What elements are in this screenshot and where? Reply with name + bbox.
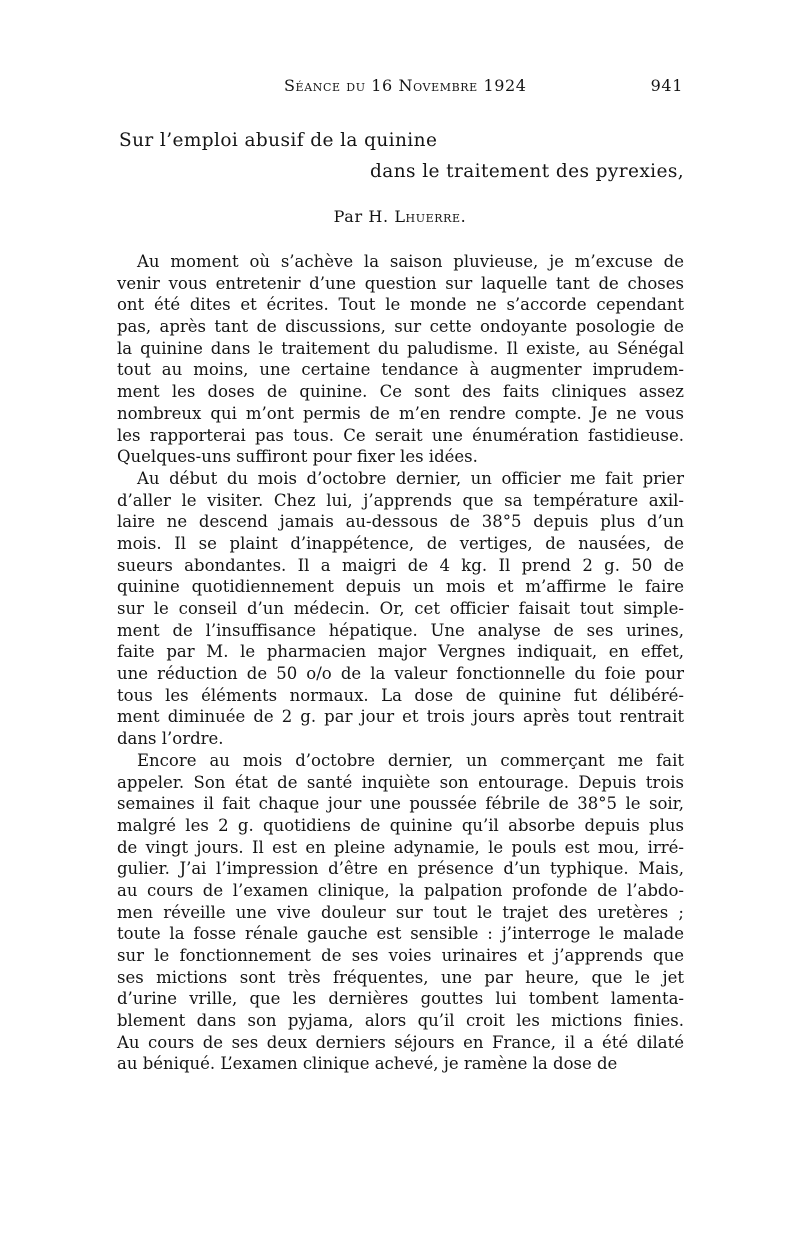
text-line: nombreux qui m’ont permis de m’en rendre compte. Je ne vous bbox=[117, 403, 684, 423]
text-line: toute la fosse rénale gauche est sensible : j’interroge le malade bbox=[117, 924, 684, 944]
article-title-line-2: dans le traitement des pyrexies, bbox=[370, 161, 684, 182]
text-line: faite par M. le pharmacien major Vergnes indiquait, en effet, bbox=[117, 642, 684, 662]
text-line: ses mictions sont très fréquentes, une par heure, que le jet bbox=[117, 967, 684, 987]
text-line: sur le conseil d’un médecin. Or, cet officier faisait tout simple- bbox=[117, 599, 684, 618]
text-line: mois. Il se plaint d’inappétence, de vertiges, de nausées, de bbox=[117, 533, 684, 553]
text-line: ont été dites et écrites. Tout le monde ne s’accorde cependant bbox=[117, 295, 684, 315]
text-line: d’urine vrille, que les dernières gouttes lui tombent lamenta- bbox=[117, 989, 684, 1009]
text-line: appeler. Son état de santé inquiète son entourage. Depuis trois bbox=[117, 772, 684, 792]
text-line: Au cours de ses deux derniers séjours en France, il a été dilaté bbox=[117, 1032, 684, 1052]
text-line: pas, après tant de discussions, sur cette ondoyante posologie de bbox=[117, 317, 684, 337]
text-line: sur le fonctionnement de ses voies urinaires et j’apprends que bbox=[117, 946, 684, 965]
text-line: au béniqué. L’examen clinique achevé, je ramène la dose de bbox=[117, 1054, 618, 1074]
running-head-title: Séance du 16 Novembre 1924 bbox=[284, 76, 527, 95]
text-line: dans l’ordre. bbox=[117, 729, 224, 749]
text-line: venir vous entretenir d’une question sur laquelle tant de choses bbox=[117, 273, 684, 293]
text-line: ment de l’insuffisance hépatique. Une analyse de ses urines, bbox=[117, 620, 684, 640]
article-title-line-1: Sur l’emploi abusif de la quinine bbox=[119, 130, 438, 151]
text-line: malgré les 2 g. quotidiens de quinine qu’il absorbe depuis plus bbox=[117, 815, 684, 835]
article-body bbox=[117, 251, 684, 1075]
text-line: au cours de l’examen clinique, la palpation profonde de l’abdo- bbox=[117, 880, 684, 900]
byline-author: H. Lhuerre. bbox=[368, 207, 467, 226]
text-line: d’aller le visiter. Chez lui, j’apprends que sa température axil- bbox=[117, 490, 684, 510]
text-line: semaines il fait chaque jour une poussée fébrile de 38°5 le soir, bbox=[117, 794, 684, 814]
text-line: laire ne descend jamais au-dessous de 38°5 depuis plus d’un bbox=[117, 512, 684, 532]
text-line: Encore au mois d’octobre dernier, un commerçant me fait bbox=[137, 750, 684, 770]
page-number: 941 bbox=[650, 76, 683, 95]
byline bbox=[0, 207, 800, 226]
text-line: Au début du mois d’octobre dernier, un officier me fait prier bbox=[137, 468, 684, 488]
text-line: sueurs abondantes. Il a maigri de 4 kg. Il prend 2 g. 50 de bbox=[117, 555, 684, 575]
text-line: tout au moins, une certaine tendance à augmenter imprudem- bbox=[117, 360, 684, 380]
text-line: la quinine dans le traitement du paludisme. Il existe, au Sénégal bbox=[117, 338, 684, 358]
text-line: blement dans son pyjama, alors qu’il croit les mictions finies. bbox=[117, 1011, 684, 1031]
text-line: de vingt jours. Il est en pleine adynamie, le pouls est mou, irré- bbox=[117, 837, 684, 857]
text-line: ment les doses de quinine. Ce sont des faits cliniques assez bbox=[117, 382, 684, 402]
running-head bbox=[118, 76, 683, 100]
text-line: quinine quotidiennement depuis un mois et m’affirme le faire bbox=[117, 577, 684, 597]
text-line: les rapporterai pas tous. Ce serait une énumération fastidieuse. bbox=[117, 425, 684, 445]
byline-prefix: Par bbox=[333, 207, 363, 226]
text-line: ment diminuée de 2 g. par jour et trois jours après tout rentrait bbox=[117, 707, 684, 727]
text-line: men réveille une vive douleur sur tout le trajet des uretères ; bbox=[117, 902, 684, 922]
text-line: Au moment où s’achève la saison pluvieuse, je m’excuse de bbox=[137, 252, 684, 271]
text-line: Quelques-uns suffiront pour fixer les idées. bbox=[117, 447, 478, 467]
text-line: une réduction de 50 o/o de la valeur fonctionnelle du foie pour bbox=[117, 664, 684, 684]
text-line: tous les éléments normaux. La dose de quinine fut délibéré- bbox=[117, 685, 684, 705]
text-line: gulier. J’ai l’impression d’être en présence d’un typhique. Mais, bbox=[117, 859, 684, 879]
